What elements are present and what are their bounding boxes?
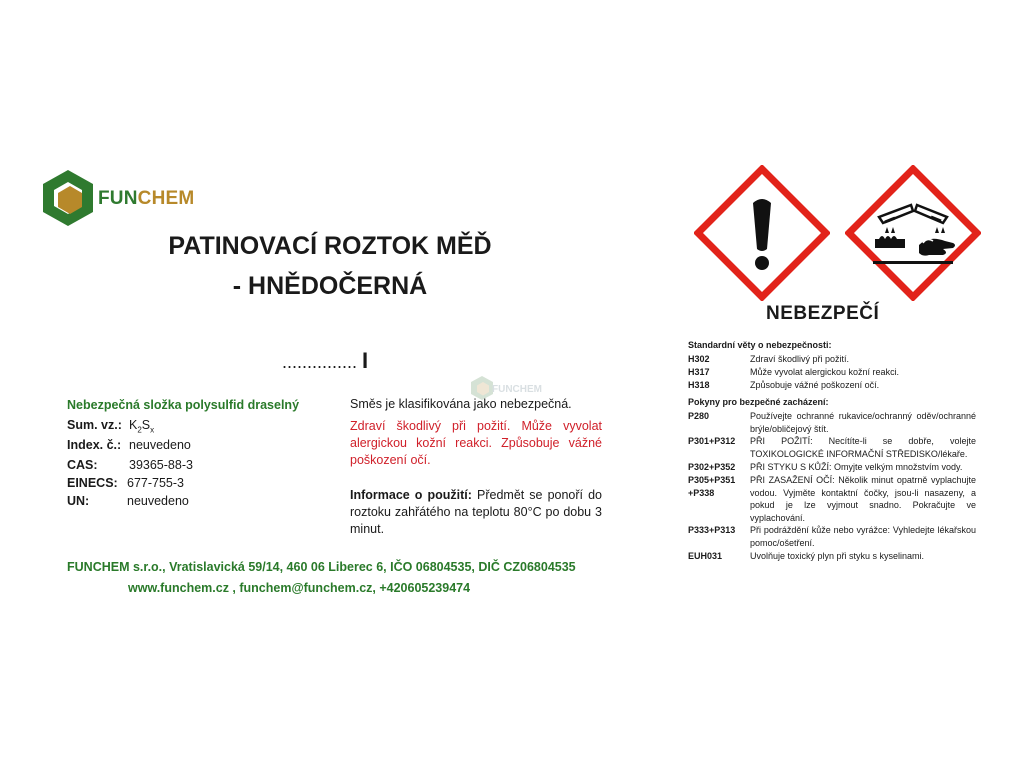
precautionary-statement bbox=[688, 474, 976, 524]
funchem-logo bbox=[38, 168, 218, 228]
statement-code: P333+P313 bbox=[688, 525, 736, 535]
einecs-row bbox=[67, 476, 184, 490]
sum-formula-row bbox=[67, 418, 154, 435]
classification-text: Směs je klasifikována jako nebezpečná. bbox=[350, 397, 572, 411]
index-row bbox=[67, 438, 191, 452]
precautionary-statement bbox=[688, 461, 976, 474]
precautionary-statement bbox=[688, 550, 976, 563]
exclamation-mark-icon bbox=[694, 165, 830, 301]
hazard-statement bbox=[688, 353, 976, 366]
precautionary-statement bbox=[688, 410, 976, 435]
fill-in-roman: I bbox=[362, 348, 369, 373]
company-contacts: www.funchem.cz , funchem@funchem.cz, +420605239474 bbox=[128, 581, 471, 595]
precautionary-statement bbox=[688, 524, 976, 549]
statement-text: Zdraví škodlivý při požití. bbox=[750, 354, 850, 364]
logo-text: FUNCHEM bbox=[98, 188, 195, 209]
company-address: FUNCHEM s.r.o., Vratislavická 59/14, 460 06 Liberec 6, IČO 06804535, DIČ CZ06804535 bbox=[67, 560, 576, 574]
statement-code: P280 bbox=[688, 411, 710, 421]
usage-text: Předmět se ponoří do roztoku zahřátého na teplotu 80°C po dobu 3 minut. bbox=[350, 488, 602, 536]
un-value: neuvedeno bbox=[127, 494, 189, 508]
health-warning: Zdraví škodlivý při požití. Může vyvolat alergickou kožní reakci. Způsobuje vážné poškození očí. bbox=[350, 419, 602, 467]
einecs-label: EINECS: bbox=[67, 476, 118, 490]
statement-text: Používejte ochranné rukavice/ochranný oděv/ochranné brýle/obličejový štít. bbox=[750, 411, 976, 434]
statement-text: PŘI ZASAŽENÍ OČÍ: Několik minut opatrně vyplachujte vodou. Vyjměte kontaktní čočky, jsou-li nasazeny, a pokud je lze vyjmout snadno. Pokračujte ve vyplachování. bbox=[750, 475, 976, 523]
un-row bbox=[67, 494, 189, 508]
hazard-statement bbox=[688, 379, 976, 392]
statement-text: Způsobuje vážné poškození očí. bbox=[750, 380, 880, 390]
product-title-line2: - HNĚDOČERNÁ bbox=[232, 272, 428, 300]
usage-info bbox=[350, 487, 602, 538]
signal-word: NEBEZPEČÍ bbox=[766, 303, 880, 324]
corrosion-icon bbox=[845, 165, 981, 301]
statement-text: Může vyvolat alergickou kožní reakci. bbox=[750, 367, 900, 377]
statement-code: H318 bbox=[688, 380, 710, 390]
sum-formula-value: $K_2S_x$ bbox=[129, 418, 155, 435]
statement-code: EUH031 bbox=[688, 551, 723, 561]
statement-text: Uvolňuje toxický plyn při styku s kyselinami. bbox=[750, 551, 925, 561]
statement-code: P301+P312 bbox=[688, 436, 736, 446]
usage-label: Informace o použití: bbox=[350, 488, 472, 502]
fill-in-field bbox=[282, 348, 368, 374]
statement-code: P305+P351 +P338 bbox=[688, 475, 736, 498]
statement-code: P302+P352 bbox=[688, 462, 736, 472]
precautionary-statements-title: Pokyny pro bezpečné zacházení: bbox=[688, 397, 829, 407]
hazard-statement bbox=[688, 366, 976, 379]
statement-text: PŘI POŽITÍ: Necítíte-li se dobře, volejte TOXIKOLOGICKÉ INFORMAČNÍ STŘEDISKO/lékaře. bbox=[750, 436, 976, 459]
statement-text: PŘI STYKU S KŮŽÍ: Omyjte velkým množstvím vody. bbox=[750, 462, 963, 472]
cas-row bbox=[67, 458, 193, 472]
sum-formula-label: Sum. vz.: bbox=[67, 418, 122, 432]
component-title: Nebezpečná složka polysulfid draselný bbox=[67, 398, 300, 412]
fill-in-dots: ............... bbox=[282, 352, 358, 372]
un-label: UN: bbox=[67, 494, 90, 508]
index-value: neuvedeno bbox=[129, 438, 191, 452]
index-label: Index. č.: bbox=[67, 438, 122, 452]
statement-text: Při podráždění kůže nebo vyrážce: Vyhledejte lékařskou pomoc/ošetření. bbox=[750, 525, 976, 548]
hexagon-logo-icon bbox=[38, 168, 98, 228]
statement-code: H317 bbox=[688, 367, 710, 377]
cas-label: CAS: bbox=[67, 458, 98, 472]
cas-value: 39365-88-3 bbox=[129, 458, 193, 472]
watermark-text: FUNCHEM bbox=[492, 384, 542, 395]
hazard-statements-title: Standardní věty o nebezpečnosti: bbox=[688, 340, 832, 350]
einecs-value: 677-755-3 bbox=[127, 476, 184, 490]
precautionary-statement bbox=[688, 435, 976, 460]
statement-code: H302 bbox=[688, 354, 710, 364]
product-title-line1: PATINOVACÍ ROZTOK MĚĎ bbox=[168, 232, 492, 260]
